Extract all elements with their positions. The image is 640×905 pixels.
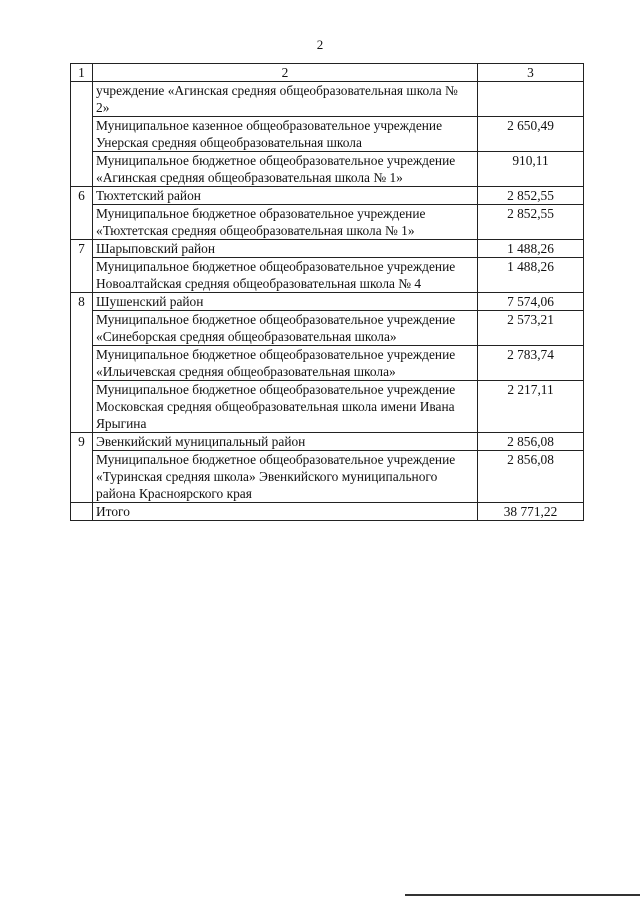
institution-name: Муниципальное бюджетное общеобразовательное учреждение «Ильичевская средняя общеобразовательная школа»: [93, 346, 478, 381]
table-header-row: [71, 64, 584, 82]
total-row: [71, 503, 584, 521]
header-col-1: 1: [71, 64, 93, 82]
table-row: [71, 381, 584, 433]
institution-name: Муниципальное казенное общеобразовательное учреждение Унерская средняя общеобразовательная школа: [93, 117, 478, 152]
table-row: [71, 451, 584, 503]
table-row: [71, 433, 584, 451]
amount-cell: [478, 82, 584, 117]
amount-cell: 2 650,49: [478, 117, 584, 152]
bottom-rule: [405, 894, 640, 896]
table-row: [71, 152, 584, 187]
total-label: Итого: [93, 503, 478, 521]
amount-cell: 2 217,11: [478, 381, 584, 433]
amount-cell: 2 852,55: [478, 187, 584, 205]
row-number-cell: 9: [71, 433, 93, 503]
institution-name: Муниципальное бюджетное общеобразовательное учреждение Московская средняя общеобразовательная школа имени Ивана Ярыгина: [93, 381, 478, 433]
header-col-3: 3: [478, 64, 584, 82]
amount-cell: 1 488,26: [478, 240, 584, 258]
table-row: [71, 293, 584, 311]
row-number-cell: [71, 503, 93, 521]
row-number-cell: 8: [71, 293, 93, 433]
table-row: [71, 205, 584, 240]
row-number-cell: 7: [71, 240, 93, 293]
institution-name: учреждение «Агинская средняя общеобразовательная школа № 2»: [93, 82, 478, 117]
amount-cell: 2 783,74: [478, 346, 584, 381]
allocation-table: [70, 63, 584, 521]
institution-name: Муниципальное бюджетное общеобразовательное учреждение «Туринская средняя школа» Эвенкийского муниципального района Красноярского края: [93, 451, 478, 503]
amount-cell: 2 852,55: [478, 205, 584, 240]
district-name: Шарыповский район: [93, 240, 478, 258]
total-amount: 38 771,22: [478, 503, 584, 521]
institution-name: Муниципальное бюджетное образовательное учреждение «Тюхтетская средняя общеобразовательная школа № 1»: [93, 205, 478, 240]
amount-cell: 2 856,08: [478, 433, 584, 451]
table-row: [71, 187, 584, 205]
district-name: Эвенкийский муниципальный район: [93, 433, 478, 451]
table-row: [71, 311, 584, 346]
table-row: [71, 240, 584, 258]
amount-cell: 7 574,06: [478, 293, 584, 311]
amount-cell: 2 573,21: [478, 311, 584, 346]
district-name: Тюхтетский район: [93, 187, 478, 205]
row-number-cell: [71, 82, 93, 187]
table-row: [71, 82, 584, 117]
institution-name: Муниципальное бюджетное общеобразовательное учреждение «Синеборская средняя общеобразовательная школа»: [93, 311, 478, 346]
table-row: [71, 346, 584, 381]
amount-cell: 910,11: [478, 152, 584, 187]
row-number-cell: 6: [71, 187, 93, 240]
table-row: [71, 117, 584, 152]
institution-name: Муниципальное бюджетное общеобразовательное учреждение Новоалтайская средняя общеобразовательная школа № 4: [93, 258, 478, 293]
amount-cell: 2 856,08: [478, 451, 584, 503]
institution-name: Муниципальное бюджетное общеобразовательное учреждение «Агинская средняя общеобразовательная школа № 1»: [93, 152, 478, 187]
district-name: Шушенский район: [93, 293, 478, 311]
amount-cell: 1 488,26: [478, 258, 584, 293]
page-number: 2: [316, 37, 324, 52]
header-col-2: 2: [93, 64, 478, 82]
table-row: [71, 258, 584, 293]
